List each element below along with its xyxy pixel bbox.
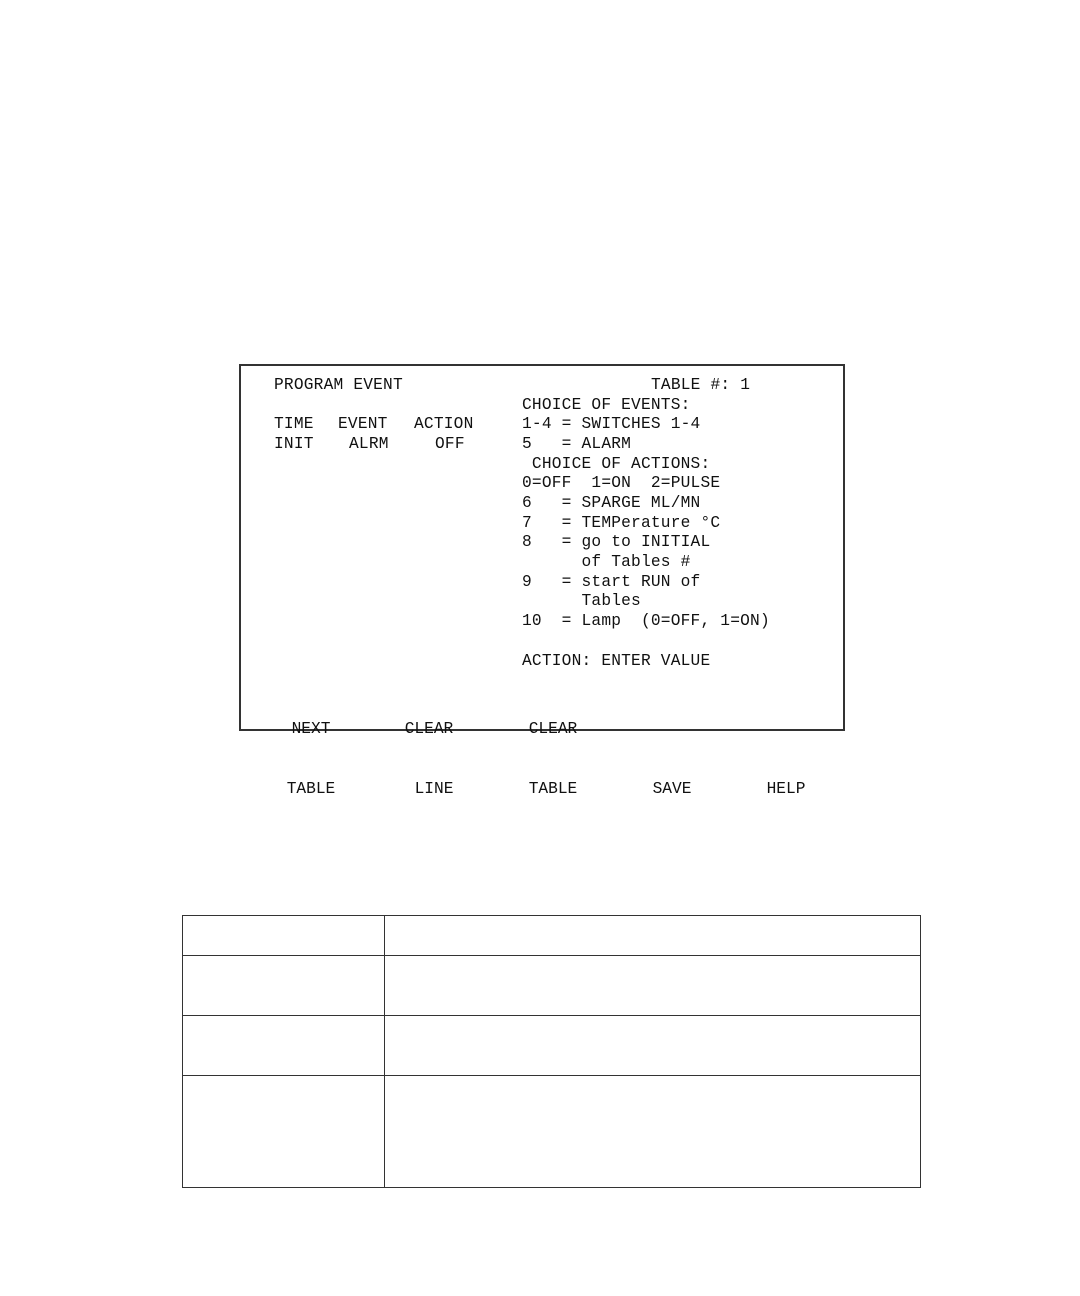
help-line: CHOICE OF EVENTS: — [522, 396, 691, 414]
table-row — [183, 1076, 921, 1188]
save-label-2: SAVE — [652, 780, 692, 798]
help-label-1 — [751, 719, 821, 739]
table-cell — [385, 1076, 921, 1188]
help-line: CHOICE OF ACTIONS: — [522, 455, 711, 473]
clear-table-label-2: TABLE — [528, 780, 578, 798]
help-button[interactable] — [751, 679, 821, 839]
clear-table-label-1: CLEAR — [528, 720, 578, 738]
column-header-action: ACTION — [414, 415, 474, 433]
row-action-value[interactable]: OFF — [435, 435, 465, 453]
table-row — [183, 1016, 921, 1076]
table-cell — [385, 956, 921, 1016]
table-cell — [183, 956, 385, 1016]
table-cell — [183, 1076, 385, 1188]
save-button[interactable] — [637, 679, 707, 839]
help-line: 6 = SPARGE ML/MN — [522, 494, 701, 512]
row-time-value[interactable]: INIT — [274, 435, 314, 453]
table-row — [183, 916, 921, 956]
next-table-label-1: NEXT — [291, 720, 331, 738]
help-line: 1-4 = SWITCHES 1-4 — [522, 415, 701, 433]
action-prompt: ACTION: ENTER VALUE — [522, 652, 711, 670]
program-event-screen — [239, 364, 845, 798]
screen-title: PROGRAM EVENT — [274, 376, 403, 394]
table-cell — [183, 1016, 385, 1076]
reference-table — [182, 915, 921, 1188]
help-label-2: HELP — [766, 780, 806, 798]
help-line: 8 = go to INITIAL — [522, 533, 711, 551]
help-line: 10 = Lamp (0=OFF, 1=ON) — [522, 612, 770, 630]
clear-line-label-1: CLEAR — [404, 720, 454, 738]
clear-line-label-2: LINE — [414, 780, 454, 798]
table-cell — [385, 1016, 921, 1076]
next-table-button[interactable] — [269, 679, 353, 839]
help-line: 0=OFF 1=ON 2=PULSE — [522, 474, 721, 492]
help-line: 5 = ALARM — [522, 435, 632, 453]
column-header-time: TIME — [274, 415, 314, 433]
column-header-event: EVENT — [338, 415, 388, 433]
clear-line-button[interactable] — [391, 679, 467, 839]
table-cell — [183, 916, 385, 956]
save-label-1 — [637, 719, 707, 739]
table-number: TABLE #: 1 — [651, 376, 751, 394]
next-table-label-2: TABLE — [286, 780, 336, 798]
table-row — [183, 956, 921, 1016]
help-line: of Tables # — [522, 553, 691, 571]
clear-table-button[interactable] — [513, 679, 593, 839]
help-line: 7 = TEMPerature °C — [522, 514, 721, 532]
help-line: Tables — [522, 592, 641, 610]
help-line: 9 = start RUN of — [522, 573, 701, 591]
table-cell — [385, 916, 921, 956]
row-event-value[interactable]: ALRM — [349, 435, 389, 453]
